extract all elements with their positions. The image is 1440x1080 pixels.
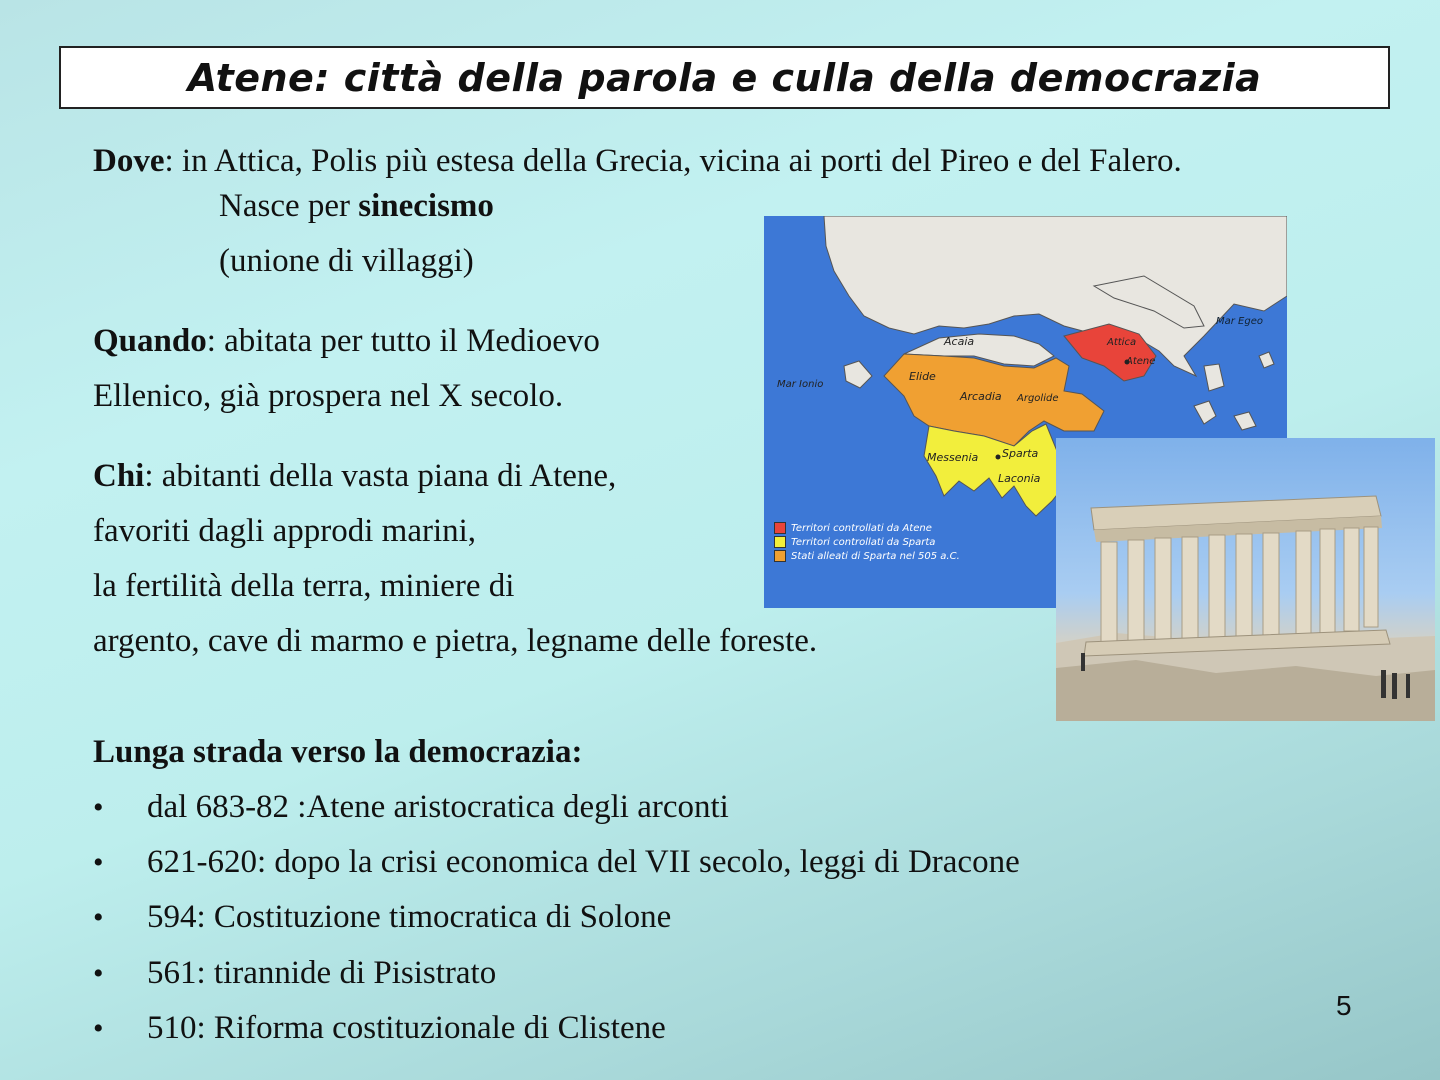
strada-item-1: dal 683-82 :Atene aristocratica degli arconti: [147, 789, 729, 825]
label-mar-egeo: Mar Egeo: [1216, 316, 1263, 327]
chi-line-4: argento, cave di marmo e pietra, legname delle foreste.: [93, 623, 818, 659]
legend-swatch-sparta: [774, 536, 786, 548]
label-elide: Elide: [909, 370, 936, 383]
dove-line-1: [93, 142, 1182, 182]
dove-text-2: Nasce per: [219, 188, 359, 224]
label-arcadia: Arcadia: [960, 390, 1002, 403]
strada-heading: Lunga strada verso la democrazia:: [93, 734, 583, 770]
quando-text-1: : abitata per tutto il Medioevo: [206, 323, 600, 359]
legend-swatch-alleati: [774, 550, 786, 562]
dove-sinecismo: sinecismo: [358, 188, 494, 224]
label-atene: Atene: [1126, 356, 1156, 367]
label-attica: Attica: [1107, 337, 1137, 348]
chi-line-3: la fertilità della terra, miniere di: [93, 568, 515, 604]
bullet-1: •: [93, 791, 104, 824]
legend-item-alleati: Stati alleati di Sparta nel 505 a.C.: [774, 549, 960, 563]
map-legend: [774, 521, 960, 563]
legend-item-sparta: Territori controllati da Sparta: [774, 535, 960, 549]
strada-item-3: 594: Costituzione timocratica di Solone: [147, 899, 672, 935]
parthenon-photo: [1056, 438, 1435, 721]
dove-line-2: [219, 187, 494, 227]
dove-label: Dove: [93, 143, 165, 179]
slide-title: Atene: città della parola e culla della democrazia: [187, 55, 1262, 100]
dove-text-1: : in Attica, Polis più estesa della Grecia, vicina ai porti del Pireo e del Falero.: [164, 143, 1182, 179]
label-sparta: Sparta: [1002, 447, 1039, 460]
quando-label: Quando: [93, 323, 207, 359]
parthenon-drawing: [1056, 438, 1435, 721]
label-messenia: Messenia: [927, 451, 979, 464]
page-number: 5: [1336, 990, 1352, 1021]
chi-text-1: : abitanti della vasta piana di Atene,: [144, 458, 617, 494]
bullet-3: •: [93, 901, 104, 934]
legend-swatch-atene: [774, 522, 786, 534]
label-argolide: Argolide: [1017, 393, 1059, 404]
chi-line-1: [93, 457, 616, 497]
bullet-5: •: [93, 1012, 104, 1045]
quando-line-2: Ellenico, già prospera nel X secolo.: [93, 378, 564, 414]
strada-item-4: 561: tirannide di Pisistrato: [147, 955, 497, 991]
quando-line-1: [93, 322, 600, 362]
legend-item-atene: Territori controllati da Atene: [774, 521, 960, 535]
bullet-2: •: [93, 846, 104, 879]
title-box: [59, 46, 1390, 109]
label-acaia: Acaia: [944, 335, 975, 348]
chi-label: Chi: [93, 458, 145, 494]
label-laconia: Laconia: [998, 472, 1041, 485]
label-mar-ionio: Mar Ionio: [777, 379, 824, 390]
bullet-4: •: [93, 957, 104, 990]
strada-item-2: 621-620: dopo la crisi economica del VII secolo, leggi di Dracone: [147, 844, 1020, 880]
chi-line-2: favoriti dagli approdi marini,: [93, 513, 477, 549]
strada-item-5: 510: Riforma costituzionale di Clistene: [147, 1010, 666, 1046]
dove-line-3: (unione di villaggi): [219, 243, 474, 279]
